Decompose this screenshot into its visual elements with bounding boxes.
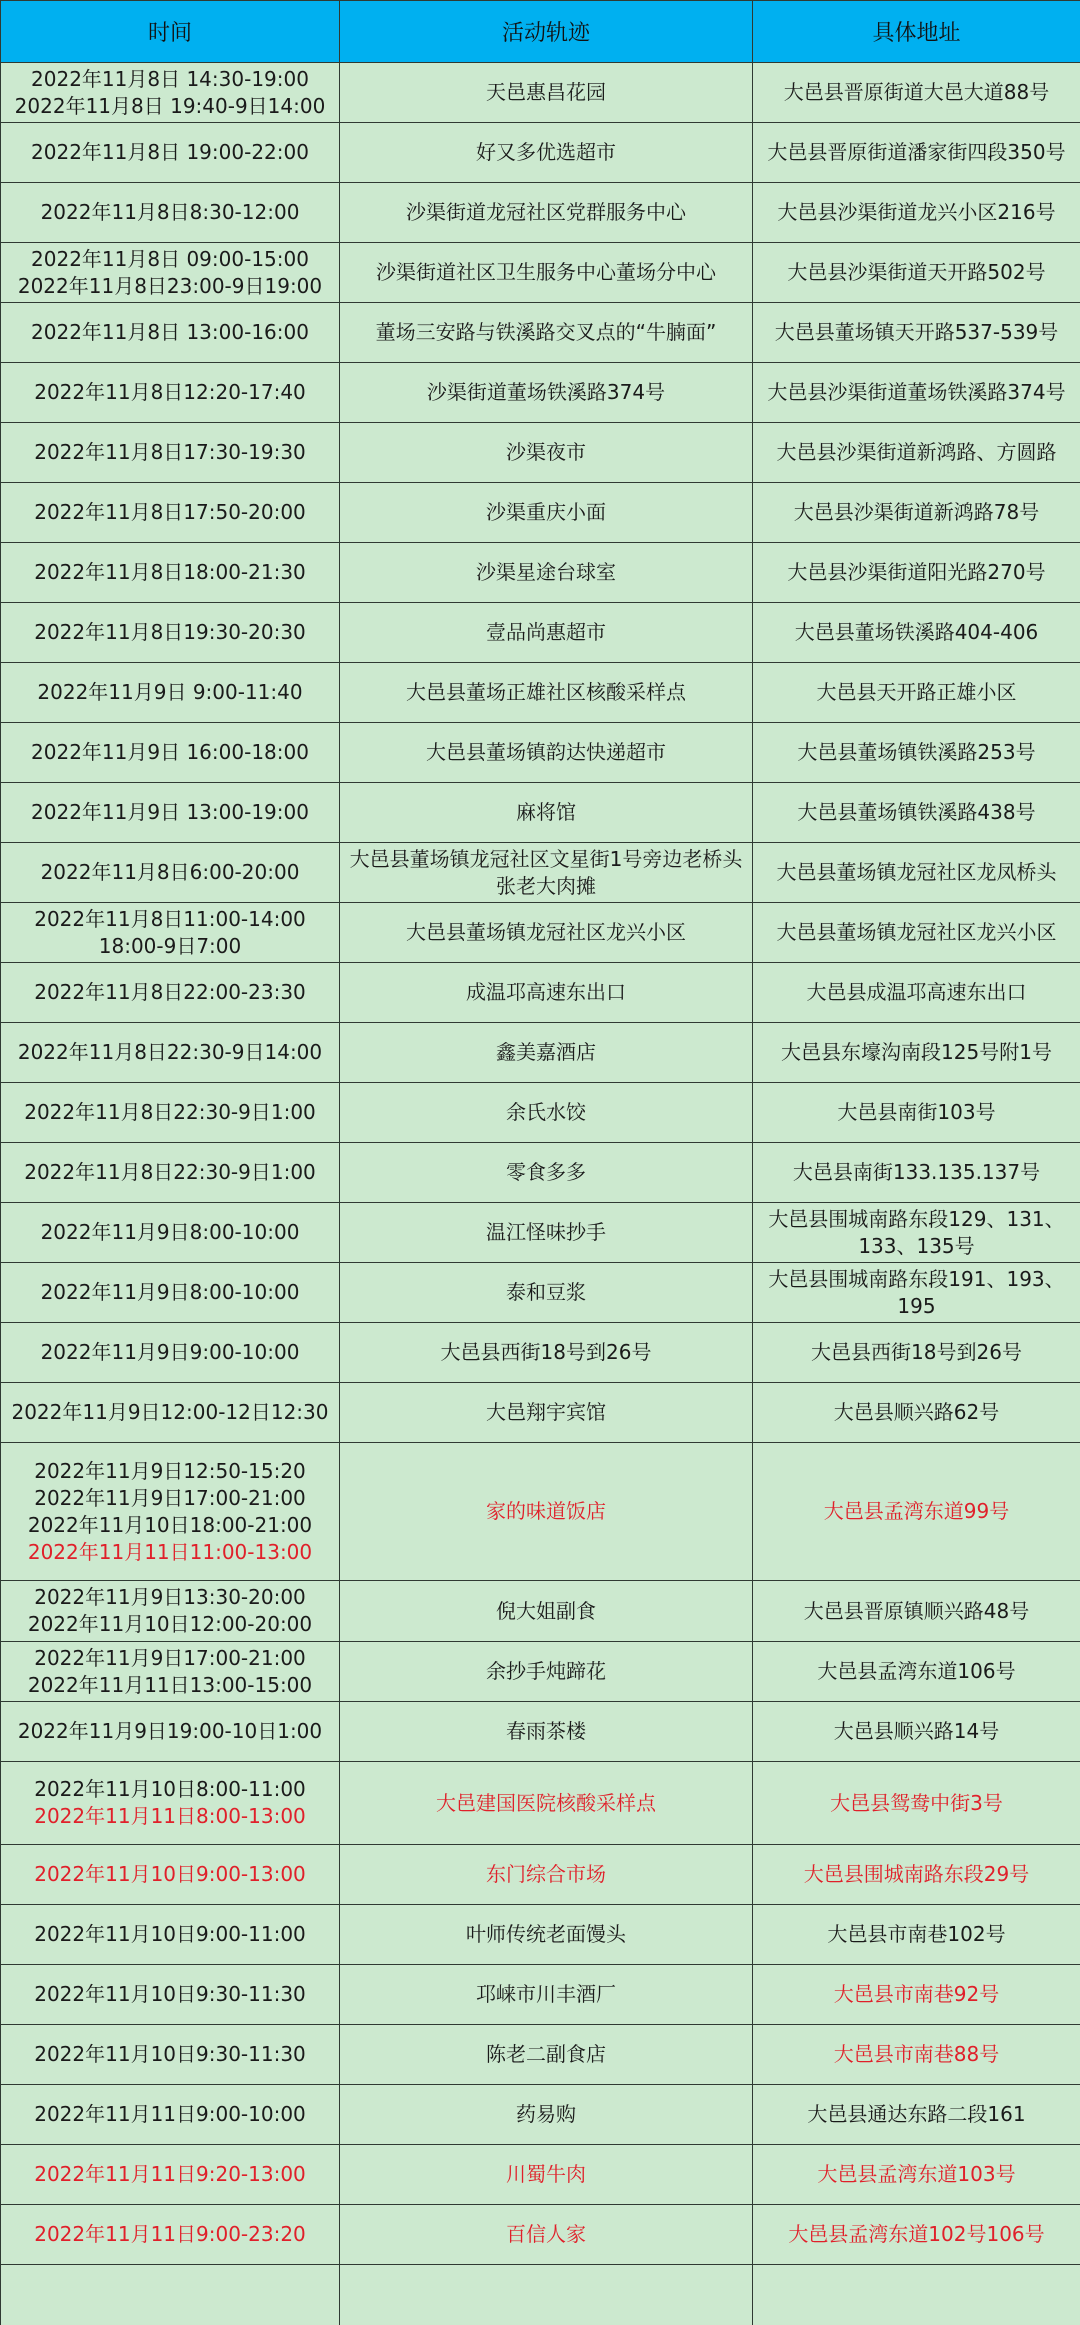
table-row [1, 1581, 1080, 1642]
activity-cell: 泰和豆浆 [340, 1263, 753, 1323]
activity-cell: 邛崃市川丰酒厂 [340, 1965, 753, 2025]
time-cell [1, 183, 340, 243]
time-line: 2022年11月9日17:00-21:00 [5, 1485, 335, 1512]
address-cell: 大邑县西街18号到26号 [753, 1323, 1080, 1383]
activity-cell: 川蜀牛肉 [340, 2145, 753, 2205]
table-row [1, 2085, 1080, 2145]
time-cell [1, 2025, 340, 2085]
time-cell [1, 1203, 340, 1263]
time-line: 2022年11月8日 14:30-19:00 [5, 66, 335, 93]
address-cell: 大邑县孟湾东道103号 [753, 2145, 1080, 2205]
address-cell: 大邑县围城南路东段191、193、195 [753, 1263, 1080, 1323]
time-line: 2022年11月11日11:00-13:00 [5, 1539, 335, 1566]
activity-cell: 大邑县董场镇韵达快递超市 [340, 723, 753, 783]
table-row [1, 1702, 1080, 1762]
table-row [1, 303, 1080, 363]
empty-row [1, 2265, 1080, 2325]
activity-cell: 麻将馆 [340, 783, 753, 843]
table-row [1, 1443, 1080, 1581]
table-row [1, 963, 1080, 1023]
time-cell [1, 1702, 340, 1762]
activity-cell: 董场三安路与铁溪路交叉点的“牛腩面” [340, 303, 753, 363]
address-cell: 大邑县晋原街道潘家街四段350号 [753, 123, 1080, 183]
time-cell [1, 603, 340, 663]
time-cell [1, 1263, 340, 1323]
time-line: 2022年11月11日9:00-23:20 [5, 2221, 335, 2248]
time-line: 2022年11月9日9:00-10:00 [5, 1339, 335, 1366]
time-cell [1, 963, 340, 1023]
time-cell [1, 363, 340, 423]
time-cell [1, 663, 340, 723]
table-row [1, 903, 1080, 963]
header-address: 具体地址 [753, 1, 1080, 63]
time-line: 2022年11月8日22:30-9日1:00 [5, 1099, 335, 1126]
time-line: 2022年11月10日9:00-13:00 [5, 1861, 335, 1888]
time-line: 2022年11月10日9:30-11:30 [5, 1981, 335, 2008]
activity-cell: 药易购 [340, 2085, 753, 2145]
time-cell [1, 2145, 340, 2205]
address-cell: 大邑县围城南路东段129、131、133、135号 [753, 1203, 1080, 1263]
time-line: 2022年11月11日8:00-13:00 [5, 1803, 335, 1830]
address-cell: 大邑县鸳鸯中街3号 [753, 1762, 1080, 1845]
activity-cell: 东门综合市场 [340, 1845, 753, 1905]
activity-cell: 大邑县西街18号到26号 [340, 1323, 753, 1383]
address-cell: 大邑县围城南路东段29号 [753, 1845, 1080, 1905]
activity-cell: 零食多多 [340, 1143, 753, 1203]
time-line: 2022年11月9日8:00-10:00 [5, 1279, 335, 1306]
activity-cell: 叶师传统老面馒头 [340, 1905, 753, 1965]
time-cell [1, 1323, 340, 1383]
time-line: 2022年11月9日8:00-10:00 [5, 1219, 335, 1246]
address-cell: 大邑县孟湾东道102号106号 [753, 2205, 1080, 2265]
time-cell [1, 1905, 340, 1965]
activity-cell: 倪大姐副食 [340, 1581, 753, 1642]
table-row [1, 423, 1080, 483]
address-cell: 大邑县东壕沟南段125号附1号 [753, 1023, 1080, 1083]
time-line: 2022年11月8日23:00-9日19:00 [5, 273, 335, 300]
address-cell: 大邑县成温邛高速东出口 [753, 963, 1080, 1023]
table-row [1, 1203, 1080, 1263]
activity-cell: 大邑县董场镇龙冠社区文星街1号旁边老桥头张老大肉摊 [340, 843, 753, 903]
table-row [1, 1762, 1080, 1845]
address-cell: 大邑县市南巷102号 [753, 1905, 1080, 1965]
activity-cell: 沙渠街道董场铁溪路374号 [340, 363, 753, 423]
address-cell: 大邑县沙渠街道天开路502号 [753, 243, 1080, 303]
activity-cell: 温江怪味抄手 [340, 1203, 753, 1263]
table-row [1, 783, 1080, 843]
table-body [1, 63, 1080, 2325]
time-cell [1, 1083, 340, 1143]
activity-cell: 鑫美嘉酒店 [340, 1023, 753, 1083]
time-cell [1, 243, 340, 303]
table-row [1, 1905, 1080, 1965]
time-line: 2022年11月8日17:50-20:00 [5, 499, 335, 526]
table-row [1, 1965, 1080, 2025]
time-line: 2022年11月8日22:30-9日1:00 [5, 1159, 335, 1186]
time-cell [1, 1143, 340, 1203]
time-cell [1, 1965, 340, 2025]
time-line: 2022年11月10日8:00-11:00 [5, 1776, 335, 1803]
address-cell: 大邑县天开路正雄小区 [753, 663, 1080, 723]
time-cell [1, 723, 340, 783]
address-cell: 大邑县南街103号 [753, 1083, 1080, 1143]
time-line: 2022年11月8日 13:00-16:00 [5, 319, 335, 346]
time-line: 2022年11月9日13:30-20:00 [5, 1584, 335, 1611]
header-time: 时间 [1, 1, 340, 63]
address-cell: 大邑县沙渠街道新鸿路、方圆路 [753, 423, 1080, 483]
address-cell: 大邑县董场镇龙冠社区龙凤桥头 [753, 843, 1080, 903]
time-cell [1, 1845, 340, 1905]
address-cell: 大邑县南街133.135.137号 [753, 1143, 1080, 1203]
time-line: 2022年11月9日 13:00-19:00 [5, 799, 335, 826]
time-line: 2022年11月10日18:00-21:00 [5, 1512, 335, 1539]
activity-cell: 百信人家 [340, 2205, 753, 2265]
table-row [1, 363, 1080, 423]
table-row [1, 243, 1080, 303]
address-cell: 大邑县孟湾东道99号 [753, 1443, 1080, 1581]
activity-cell: 大邑翔宇宾馆 [340, 1383, 753, 1443]
table-row [1, 843, 1080, 903]
table-row [1, 1383, 1080, 1443]
activity-cell: 天邑惠昌花园 [340, 63, 753, 123]
empty-cell [1, 2265, 340, 2325]
activity-cell: 成温邛高速东出口 [340, 963, 753, 1023]
address-cell: 大邑县市南巷92号 [753, 1965, 1080, 2025]
time-line: 2022年11月9日19:00-10日1:00 [5, 1718, 335, 1745]
time-line: 2022年11月11日9:00-10:00 [5, 2101, 335, 2128]
time-line: 2022年11月8日17:30-19:30 [5, 439, 335, 466]
table-row [1, 1263, 1080, 1323]
table-row [1, 663, 1080, 723]
activity-cell: 大邑县董场镇龙冠社区龙兴小区 [340, 903, 753, 963]
activity-cell: 壹品尚惠超市 [340, 603, 753, 663]
time-line: 2022年11月8日22:30-9日14:00 [5, 1039, 335, 1066]
time-cell [1, 483, 340, 543]
empty-cell [340, 2265, 753, 2325]
activity-cell: 沙渠街道社区卫生服务中心董场分中心 [340, 243, 753, 303]
time-line: 2022年11月8日8:30-12:00 [5, 199, 335, 226]
time-cell [1, 2205, 340, 2265]
activity-cell: 大邑建国医院核酸采样点 [340, 1762, 753, 1845]
address-cell: 大邑县董场镇天开路537-539号 [753, 303, 1080, 363]
activity-cell: 沙渠街道龙冠社区党群服务中心 [340, 183, 753, 243]
address-cell: 大邑县晋原镇顺兴路48号 [753, 1581, 1080, 1642]
activity-cell: 陈老二副食店 [340, 2025, 753, 2085]
table-row [1, 1845, 1080, 1905]
table-row [1, 543, 1080, 603]
activity-cell: 沙渠夜市 [340, 423, 753, 483]
address-cell: 大邑县顺兴路62号 [753, 1383, 1080, 1443]
table-row [1, 1642, 1080, 1702]
time-line: 2022年11月8日22:00-23:30 [5, 979, 335, 1006]
time-line: 2022年11月11日13:00-15:00 [5, 1672, 335, 1699]
table-row [1, 723, 1080, 783]
time-cell [1, 783, 340, 843]
address-cell: 大邑县沙渠街道新鸿路78号 [753, 483, 1080, 543]
table-row [1, 1023, 1080, 1083]
time-line: 2022年11月9日17:00-21:00 [5, 1645, 335, 1672]
activity-cell: 春雨茶楼 [340, 1702, 753, 1762]
time-cell [1, 423, 340, 483]
time-cell [1, 123, 340, 183]
address-cell: 大邑县市南巷88号 [753, 2025, 1080, 2085]
time-line: 2022年11月10日9:00-11:00 [5, 1921, 335, 1948]
table-row [1, 63, 1080, 123]
address-cell: 大邑县沙渠街道龙兴小区216号 [753, 183, 1080, 243]
time-cell [1, 1443, 340, 1581]
table-row [1, 2145, 1080, 2205]
activity-cell: 大邑县董场正雄社区核酸采样点 [340, 663, 753, 723]
address-cell: 大邑县通达东路二段161 [753, 2085, 1080, 2145]
address-cell: 大邑县董场铁溪路404-406 [753, 603, 1080, 663]
time-line: 2022年11月11日9:20-13:00 [5, 2161, 335, 2188]
empty-cell [753, 2265, 1080, 2325]
time-line: 2022年11月9日 9:00-11:40 [5, 679, 335, 706]
time-cell [1, 1383, 340, 1443]
time-cell [1, 1762, 340, 1845]
address-cell: 大邑县孟湾东道106号 [753, 1642, 1080, 1702]
table-row [1, 183, 1080, 243]
address-cell: 大邑县顺兴路14号 [753, 1702, 1080, 1762]
table-row [1, 2025, 1080, 2085]
activity-cell: 家的味道饭店 [340, 1443, 753, 1581]
activity-cell: 好又多优选超市 [340, 123, 753, 183]
address-cell: 大邑县沙渠街道董场铁溪路374号 [753, 363, 1080, 423]
time-cell [1, 63, 340, 123]
table-row [1, 603, 1080, 663]
table-row [1, 1083, 1080, 1143]
activity-cell: 余抄手炖蹄花 [340, 1642, 753, 1702]
time-cell [1, 843, 340, 903]
address-cell: 大邑县董场镇铁溪路438号 [753, 783, 1080, 843]
address-cell: 大邑县沙渠街道阳光路270号 [753, 543, 1080, 603]
address-cell: 大邑县董场镇龙冠社区龙兴小区 [753, 903, 1080, 963]
table-row [1, 483, 1080, 543]
time-line: 2022年11月8日18:00-21:30 [5, 559, 335, 586]
time-line: 18:00-9日7:00 [5, 933, 335, 960]
time-line: 2022年11月8日19:30-20:30 [5, 619, 335, 646]
activity-cell: 沙渠重庆小面 [340, 483, 753, 543]
address-cell: 大邑县董场镇铁溪路253号 [753, 723, 1080, 783]
time-cell [1, 543, 340, 603]
address-cell: 大邑县晋原街道大邑大道88号 [753, 63, 1080, 123]
activity-cell: 沙渠星途台球室 [340, 543, 753, 603]
header-row [1, 1, 1080, 63]
time-line: 2022年11月9日12:50-15:20 [5, 1458, 335, 1485]
time-cell [1, 1023, 340, 1083]
table-row [1, 1323, 1080, 1383]
time-line: 2022年11月8日12:20-17:40 [5, 379, 335, 406]
time-line: 2022年11月8日11:00-14:00 [5, 906, 335, 933]
time-cell [1, 1642, 340, 1702]
time-cell [1, 903, 340, 963]
time-line: 2022年11月8日6:00-20:00 [5, 859, 335, 886]
activity-cell: 余氏水饺 [340, 1083, 753, 1143]
table-row [1, 1143, 1080, 1203]
time-line: 2022年11月10日9:30-11:30 [5, 2041, 335, 2068]
time-line: 2022年11月8日 09:00-15:00 [5, 246, 335, 273]
time-line: 2022年11月10日12:00-20:00 [5, 1611, 335, 1638]
time-cell [1, 2085, 340, 2145]
table-row [1, 2205, 1080, 2265]
time-cell [1, 1581, 340, 1642]
time-line: 2022年11月8日 19:40-9日14:00 [5, 93, 335, 120]
time-line: 2022年11月8日 19:00-22:00 [5, 139, 335, 166]
time-cell [1, 303, 340, 363]
time-line: 2022年11月9日 16:00-18:00 [5, 739, 335, 766]
table-row [1, 123, 1080, 183]
header-activity: 活动轨迹 [340, 1, 753, 63]
time-line: 2022年11月9日12:00-12日12:30 [5, 1399, 335, 1426]
